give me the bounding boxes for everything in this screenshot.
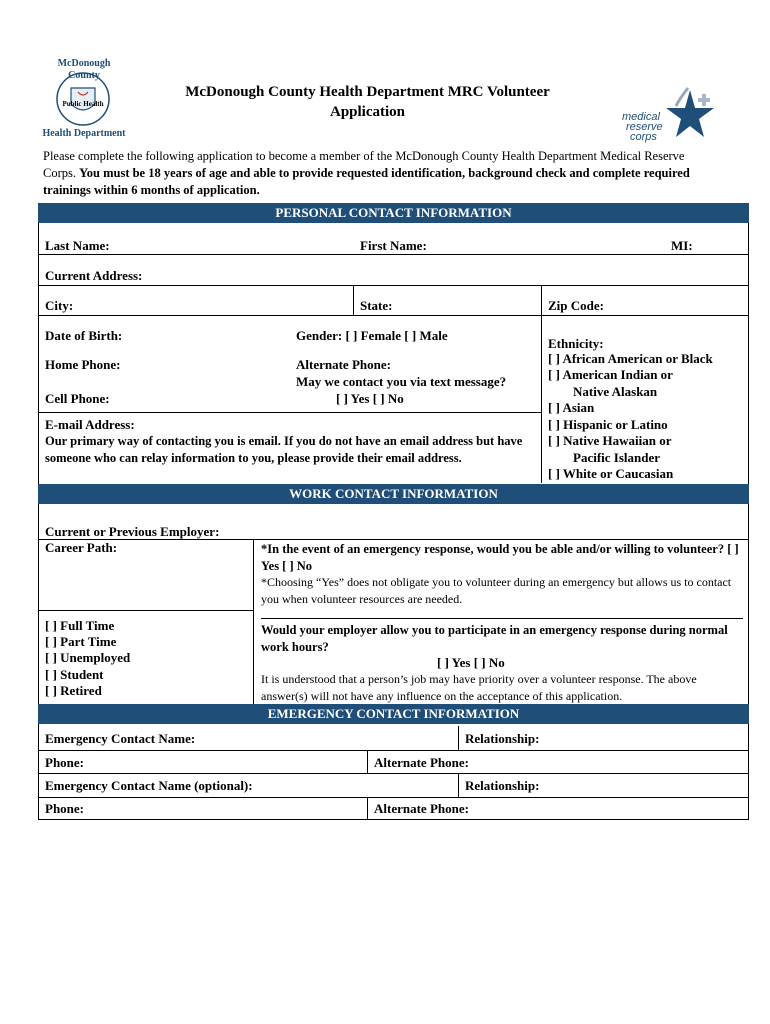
emergency-contact-name-label[interactable]: Emergency Contact Name: (45, 731, 196, 746)
county-logo-top: McDonough County (57, 58, 111, 81)
county-logo-center: Public Health (62, 100, 104, 108)
relationship-2-label[interactable]: Relationship: (465, 778, 540, 793)
mrc-logo-line1: medical (622, 111, 660, 123)
page-title: McDonough County Health Department MRC Volunteer Application (185, 84, 550, 120)
employment-status-option[interactable]: [ ] Part Time (45, 634, 117, 649)
personal-section-header: PERSONAL CONTACT INFORMATION (38, 203, 749, 223)
dob-label[interactable]: Date of Birth: (45, 328, 123, 343)
emergency-alt-phone-2-label[interactable]: Alternate Phone: (374, 801, 469, 816)
text-message-checkboxes[interactable]: [ ] Yes [ ] No (336, 391, 404, 406)
work-section-header: WORK CONTACT INFORMATION (38, 484, 749, 504)
employment-status-option[interactable]: [ ] Retired (45, 683, 102, 698)
mrc-logo (618, 80, 718, 150)
cell-phone-label[interactable]: Cell Phone: (45, 391, 110, 406)
zip-label[interactable]: Zip Code: (548, 298, 604, 313)
emergency-contact-name-optional-label[interactable]: Emergency Contact Name (optional): (45, 778, 253, 793)
ethnicity-option-continued: Native Alaskan (573, 384, 658, 399)
state-label[interactable]: State: (360, 298, 393, 313)
home-phone-label[interactable]: Home Phone: (45, 357, 121, 372)
gender-checkboxes[interactable]: Gender: [ ] Female [ ] Male (296, 328, 448, 343)
ethnicity-option[interactable]: [ ] American Indian or (548, 367, 673, 382)
employer-permission-question: Would your employer allow you to participate in an emergency response during normal work hours? (261, 623, 728, 654)
mrc-logo-line3: corps (630, 131, 657, 143)
alternate-phone-label[interactable]: Alternate Phone: (296, 357, 391, 372)
intro-text: Please complete the following application to become a member of the McDonough County Health Department Medical Reserve Corps. (43, 149, 685, 180)
emergency-availability-note: *Choosing “Yes” does not obligate you to volunteer during an emergency but allows us to contact you when volunteer resources are needed. (261, 575, 732, 606)
ethnicity-option[interactable]: [ ] Native Hawaiian or (548, 433, 672, 448)
email-note: Our primary way of contacting you is email. If you do not have an email address but have someone who can relay information to you, please provide their email address. (45, 434, 523, 465)
employment-status-option[interactable]: [ ] Student (45, 667, 104, 682)
career-path-label[interactable]: Career Path: (45, 540, 118, 555)
emergency-availability-question[interactable]: *In the event of an emergency response, would you be able and/or willing to volunteer? [ ] Yes [ ] No (261, 542, 739, 573)
employment-status-option[interactable]: [ ] Unemployed (45, 650, 131, 665)
county-logo-bottom: Health Department (42, 128, 126, 139)
ethnicity-option[interactable]: [ ] Asian (548, 400, 595, 415)
ethnicity-option[interactable]: [ ] White or Caucasian (548, 466, 674, 481)
emergency-section-header: EMERGENCY CONTACT INFORMATION (38, 704, 749, 724)
emergency-alt-phone-label[interactable]: Alternate Phone: (374, 755, 469, 770)
employer-permission-checkboxes[interactable]: [ ] Yes [ ] No (437, 655, 505, 670)
emergency-phone-2-label[interactable]: Phone: (45, 801, 84, 816)
ethnicity-option[interactable]: [ ] Hispanic or Latino (548, 417, 668, 432)
city-label[interactable]: City: (45, 298, 74, 313)
intro-paragraph (43, 148, 718, 199)
first-name-label[interactable]: First Name: (360, 238, 427, 253)
text-message-question: May we contact you via text message? (296, 374, 507, 389)
emergency-phone-label[interactable]: Phone: (45, 755, 84, 770)
mrc-logo-line2: reserve (626, 121, 663, 133)
intro-requirements: You must be 18 years of age and able to provide requested identification, background check and complete required trainings within 6 months of application. (43, 166, 690, 197)
email-label[interactable]: E-mail Address: (45, 417, 135, 432)
last-name-label[interactable]: Last Name: (45, 238, 110, 253)
current-address-label[interactable]: Current Address: (45, 268, 143, 283)
county-logo (38, 54, 128, 144)
ethnicity-option-continued: Pacific Islander (573, 450, 661, 465)
employer-permission-note: It is understood that a person’s job may have priority over a volunteer response. The above answer(s) will not have any influence on the acceptance of this application. (261, 672, 697, 703)
relationship-label[interactable]: Relationship: (465, 731, 540, 746)
ethnicity-option[interactable]: [ ] African American or Black (548, 351, 713, 366)
mi-label[interactable]: MI: (671, 238, 693, 253)
ethnicity-label: Ethnicity: (548, 336, 604, 351)
employment-status-option[interactable]: [ ] Full Time (45, 618, 115, 633)
employer-label[interactable]: Current or Previous Employer: (45, 524, 220, 539)
